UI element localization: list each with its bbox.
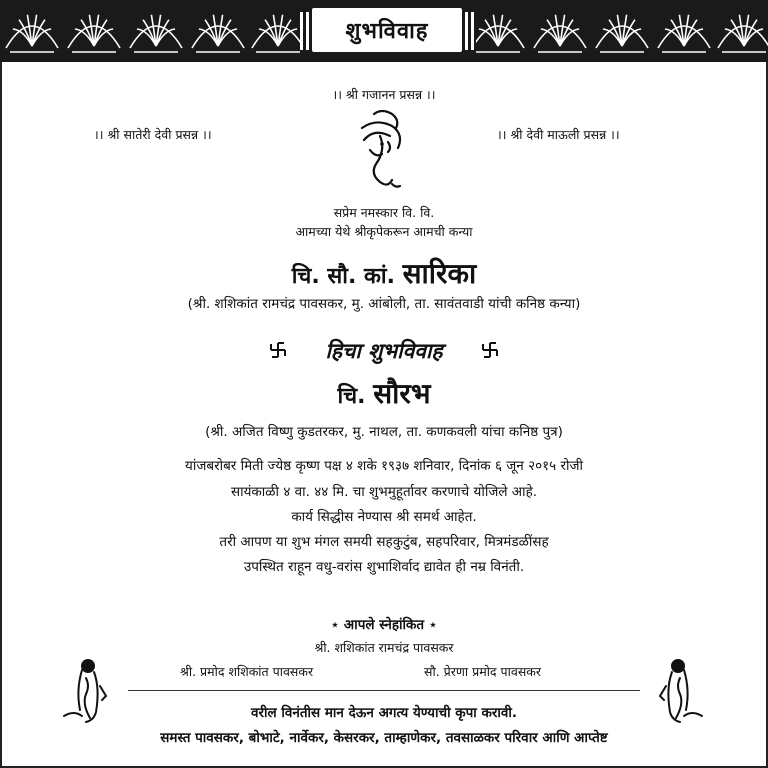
affectionate-right: सौ. प्रेरणा प्रमोद पावसकर — [424, 664, 541, 679]
blessing-left: ।। श्री सातेरी देवी प्रसन्न ।। — [94, 127, 212, 142]
ornament-right-icon — [476, 0, 768, 62]
ganesha-icon — [352, 106, 416, 192]
groom-name: सौरभ — [373, 377, 431, 410]
palmette-ornament — [718, 15, 768, 52]
ornament-left-icon — [0, 0, 300, 62]
palmette-ornament — [192, 15, 244, 52]
header-banner — [0, 0, 768, 62]
affectionate-heading: ⋆ आपले स्नेहांकित ⋆ — [330, 617, 438, 633]
banner-title: शुभविवाह — [312, 8, 462, 52]
bride-parents: (श्री. शशिकांत रामचंद्र पावसकर, मु. आंबोली, ता. सावंतवाडी यांची कनिष्ठ कन्या) — [187, 296, 581, 312]
wedding-label: हिचा शुभविवाह — [325, 339, 443, 363]
footer-line-2: समस्त पावसकर, बोभाटे, नार्वेकर, केसरकर, ताम्हाणेकर, तवसाळकर परिवार आणि आप्तेष्ट — [160, 730, 608, 746]
palmette-ornament — [130, 15, 182, 52]
detail-line-5: उपस्थित राहून वधु-वरांस शुभाशिर्वाद द्यावेत ही नम्र विनंती. — [243, 559, 525, 575]
intro-line-1: सप्रेम नमस्कार वि. वि. — [333, 205, 435, 220]
detail-line-2: सायंकाळी ४ वा. ४४ मि. चा शुभमुहूर्तावर करणाचे योजिले आहे. — [230, 484, 538, 500]
groom-prefix: चि. — [337, 384, 366, 409]
swastika-right-icon — [482, 342, 498, 358]
divider-bars-right — [462, 12, 476, 50]
groom-name-line — [0, 374, 768, 412]
palmette-ornament — [252, 15, 300, 52]
intro-line-2: आमच्या येथे श्रीकृपेकरून आमची कन्या — [295, 224, 473, 239]
groom-parents: (श्री. अजित विष्णु कुडतरकर, मु. नाथल, ता. कणकवली यांचा कनिष्ठ पुत्र) — [205, 424, 563, 440]
affectionate-left: श्री. प्रमोद शशिकांत पावसकर — [180, 664, 314, 679]
footer-line-1: वरील विनंतीस मान देऊन अगत्य येण्याची कृपा करावी. — [250, 705, 518, 721]
bride-name-line — [0, 254, 768, 292]
detail-line-3: कार्य सिद्धीस नेण्यास श्री समर्थ आहेत. — [291, 509, 477, 525]
detail-line-1: यांजबरोबर मिती ज्येष्ठ कृष्ण पक्ष ४ शके १९३७ शनिवार, दिनांक ६ जून २०१५ रोजी — [185, 458, 583, 474]
palmette-ornament — [534, 15, 586, 52]
affectionate-main: श्री. शशिकांत रामचंद्र पावसकर — [314, 640, 454, 655]
palmette-ornament — [658, 15, 710, 52]
blessing-right: ।। श्री देवी माऊली प्रसन्न ।। — [497, 127, 620, 142]
palmette-ornament — [6, 15, 58, 52]
palmette-ornament — [68, 15, 120, 52]
detail-line-4: तरी आपण या शुभ मंगल समयी सहकुटुंब, सहपरिवार, मित्रमंडळींसह — [219, 534, 549, 550]
bride-prefix: चि. सौ. कां. — [291, 264, 395, 289]
palmette-ornament — [596, 15, 648, 52]
palmette-ornament — [476, 15, 524, 52]
footer-divider — [128, 690, 640, 691]
bride-name: सारिका — [402, 257, 477, 290]
blessing-top: ।। श्री गजानन प्रसन्न ।। — [332, 87, 436, 102]
